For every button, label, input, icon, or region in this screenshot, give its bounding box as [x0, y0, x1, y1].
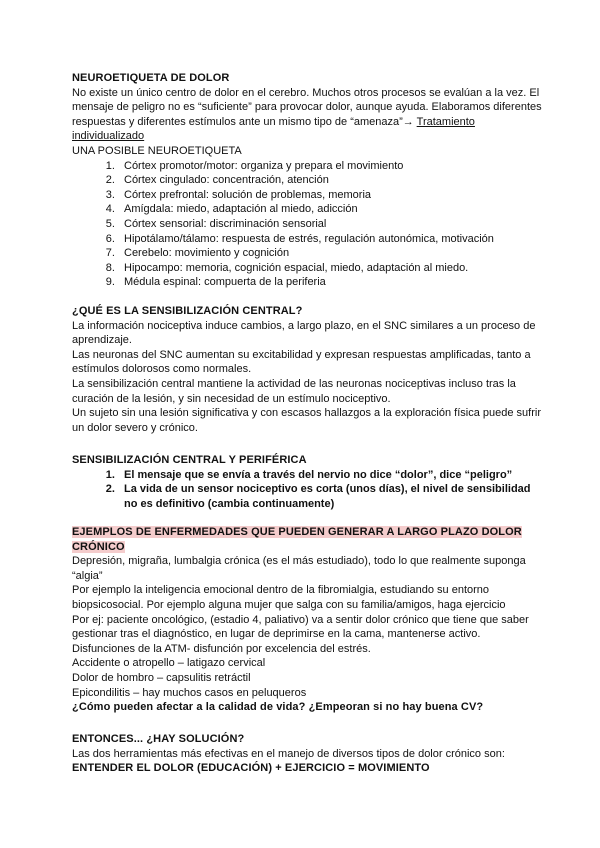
section-title: NEUROETIQUETA DE DOLOR — [72, 72, 230, 84]
section-sensibilizacion — [72, 304, 542, 435]
paragraph: Por ej: paciente oncológico, (estadio 4, paliativo) va a sentir dolor crónico que tiene que saber gestionar tras el diagnóstico, en lugar de deprimirse en la cama, mantenerse activo. — [72, 613, 529, 641]
question: ¿Cómo pueden afectar a la calidad de vida? ¿Empeoran si no hay buena CV? — [72, 701, 484, 714]
list-item: 8. Hipocampo: memoria, cognición espacial, miedo, adaptación al miedo. — [118, 261, 542, 276]
section-title: SENSIBILIZACIÓN CENTRAL Y PERIFÉRICA — [72, 454, 307, 466]
list-item: 1. Córtex promotor/motor: organiza y prepara el movimiento — [118, 159, 542, 174]
numbered-list — [72, 159, 542, 290]
paragraph-text: No existe un único centro de dolor en el cerebro. Muchos otros procesos se evalúan a la vez. El mensaje de peligro no es “suficiente” para provocar dolor, aunque ayuda. Elaboramos diferentes respuestas y diferentes estímulos ante un mismo tipo de “amenaza”→ — [72, 86, 542, 128]
section-title: ¿QUÉ ES LA SENSIBILIZACIÓN CENTRAL? — [72, 305, 303, 317]
paragraph: Por ejemplo la inteligencia emocional dentro de la fibromialgia, estudiando su entorno biopsicosocial. Por ejemplo alguna mujer que salga con su familia/amigos, haga ejercicio — [72, 584, 506, 611]
underlined-text: Tratamiento individualizado — [72, 115, 475, 143]
subtitle: UNA POSIBLE NEUROETIQUETA — [72, 144, 242, 157]
section-title: ENTONCES... ¿HAY SOLUCIÓN? — [72, 733, 245, 745]
list-item: 1. El mensaje que se envía a través del nervio no dice “dolor”, dice “peligro” — [118, 468, 542, 483]
paragraph — [72, 86, 542, 144]
section-ejemplos — [72, 525, 542, 715]
paragraph: Accidente o atropello – latigazo cervical — [72, 657, 266, 670]
formula: ENTENDER EL DOLOR (EDUCACIÓN) + EJERCICIO = MOVIMIENTO — [72, 762, 430, 775]
section-title — [72, 525, 542, 554]
paragraph: Disfunciones de la ATM- disfunción por excelencia del estrés. — [72, 642, 371, 655]
list-item: 6. Hipotálamo/tálamo: respuesta de estrés, regulación autonómica, motivación — [118, 232, 542, 247]
section-neuroetiqueta — [72, 71, 542, 290]
list-item: 7. Cerebelo: movimiento y cognición — [118, 246, 542, 261]
section-solucion — [72, 732, 542, 776]
paragraph: Depresión, migraña, lumbalgia crónica (es el más estudiado), todo lo que realmente suponga “algia” — [72, 555, 526, 582]
section-central-periferica — [72, 453, 542, 511]
paragraph: Un sujeto sin una lesión significativa y con escasos hallazgos a la exploración física puede sufrir un dolor severo y crónico. — [72, 407, 541, 434]
list-item: 4. Amígdala: miedo, adaptación al miedo, adicción — [118, 202, 542, 217]
numbered-list — [72, 468, 542, 512]
list-item: 5. Córtex sensorial: discriminación sensorial — [118, 217, 542, 232]
list-item: 9. Médula espinal: compuerta de la periferia — [118, 275, 542, 290]
paragraph: Dolor de hombro – capsulitis retráctil — [72, 671, 251, 684]
list-item: 3. Córtex prefrontal: solución de problemas, memoria — [118, 188, 542, 203]
paragraph: La sensibilización central mantiene la actividad de las neuronas nociceptivas incluso tras la curación de la lesión, y sin necesidad de un estímulo nociceptivo. — [72, 377, 516, 405]
paragraph: Las dos herramientas más efectivas en el manejo de diversos tipos de dolor crónico son: — [72, 747, 505, 760]
paragraph: Epicondilitis – hay muchos casos en peluqueros — [72, 686, 307, 699]
paragraph: La información nociceptiva induce cambios, a largo plazo, en el SNC similares a un proceso de aprendizaje. — [72, 319, 536, 347]
paragraph: Las neuronas del SNC aumentan su excitabilidad y expresan respuestas amplificadas, tanto a estímulos dolorosos como normales. — [72, 348, 531, 376]
highlighted-title: EJEMPLOS DE ENFERMEDADES QUE PUEDEN GENERAR A LARGO PLAZO DOLOR CRÓNICO — [72, 526, 522, 553]
list-item: 2. Córtex cingulado: concentración, atención — [118, 173, 542, 188]
list-item: 2. La vida de un sensor nociceptivo es corta (unos días), el nivel de sensibilidad no es definitivo (cambia continuamente) — [118, 482, 542, 511]
